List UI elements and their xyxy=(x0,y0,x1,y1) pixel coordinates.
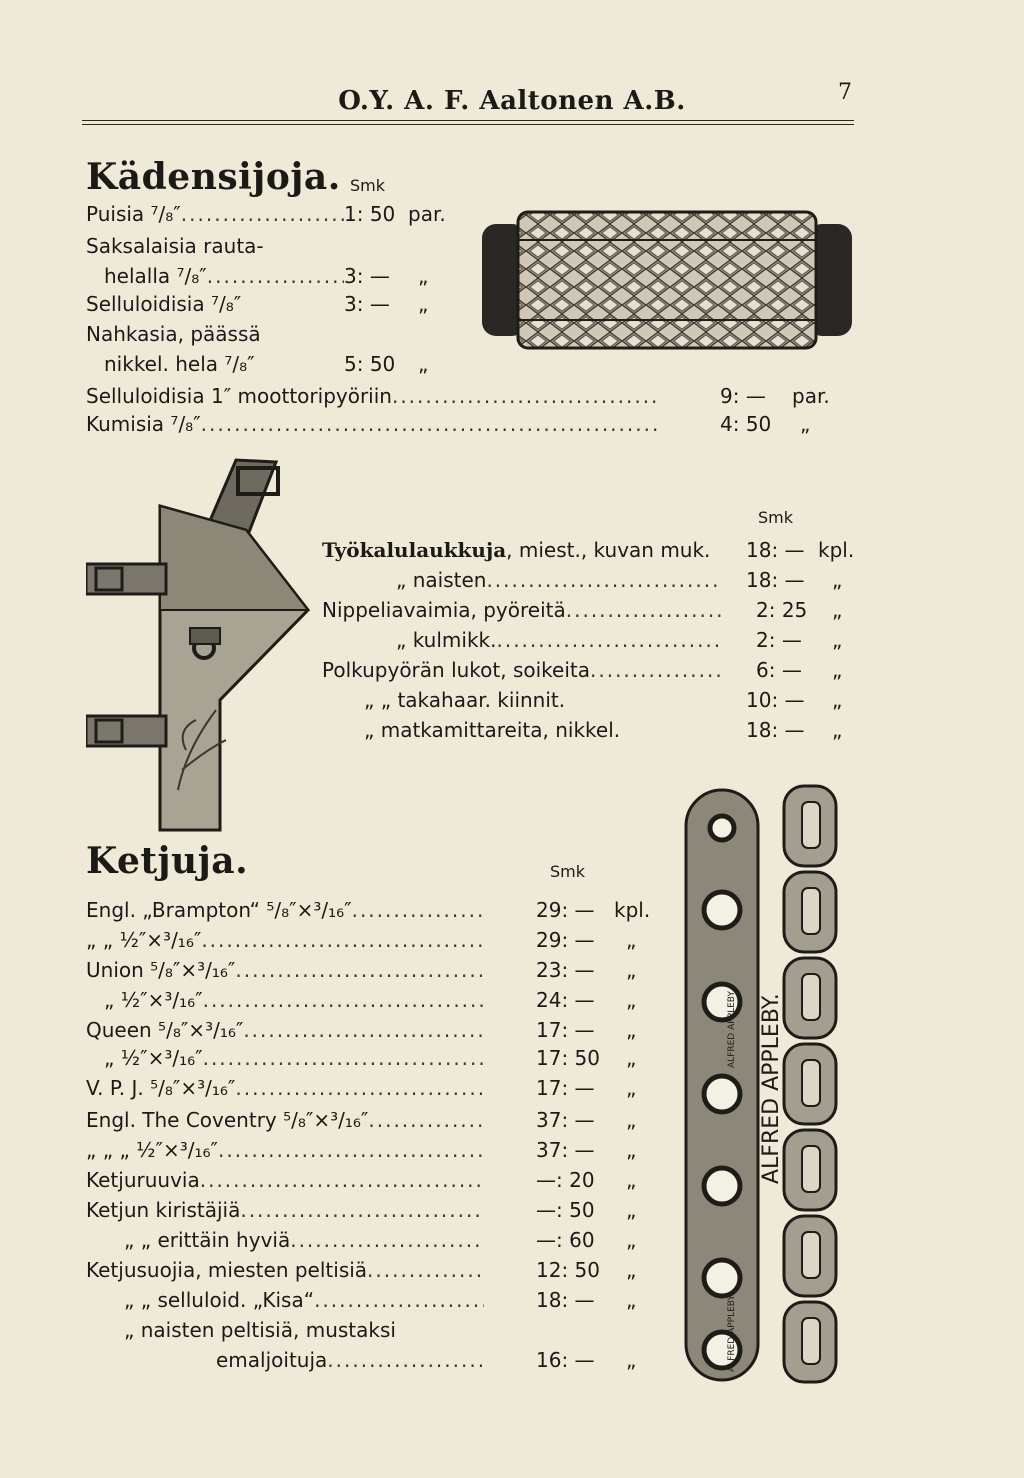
item-price: 17: 50 xyxy=(536,1046,600,1070)
item-label: Queen ⁵/₈″×³/₁₆″ xyxy=(86,1018,244,1042)
item-price: 5: 50 xyxy=(344,352,396,376)
item-label: „ naisten xyxy=(396,568,487,592)
item-label: helalla ⁷/₈″ xyxy=(104,264,207,288)
leader-dots xyxy=(235,1076,484,1100)
item-unit: „ xyxy=(626,1198,637,1222)
item-price: 2: 25 xyxy=(756,598,808,622)
list-item xyxy=(86,1198,484,1222)
item-label: „ „ takahaar. kiinnit. xyxy=(364,688,566,712)
chain-maker-text: ALFRED APPLEBY xyxy=(727,1295,737,1372)
leader-dots xyxy=(201,412,660,436)
list-item xyxy=(322,598,722,622)
leader-dots xyxy=(368,1108,484,1132)
item-label: „ ½″×³/₁₆″ xyxy=(104,1046,203,1070)
item-label: Nippeliavaimia, pyöreitä xyxy=(322,598,566,622)
item-unit: „ xyxy=(418,292,429,316)
item-unit: kpl. xyxy=(818,538,855,562)
leader-dots xyxy=(181,202,344,226)
item-unit: „ xyxy=(832,688,843,712)
list-item xyxy=(86,384,660,408)
item-unit: „ xyxy=(626,1076,637,1100)
list-item xyxy=(86,1018,484,1042)
item-unit: „ xyxy=(418,264,429,288)
item-label: Nahkasia, päässä xyxy=(86,322,261,346)
list-item xyxy=(86,412,660,436)
page-header-title: O.Y. A. F. Aaltonen A.B. xyxy=(338,86,686,116)
item-label: „ „ erittäin hyviä xyxy=(124,1228,291,1252)
item-unit: „ xyxy=(832,658,843,682)
leader-dots xyxy=(496,628,722,652)
item-price: 3: — xyxy=(344,292,390,316)
list-item xyxy=(86,1168,484,1192)
item-unit: „ xyxy=(626,1168,637,1192)
item-price: 1: 50 xyxy=(344,202,396,226)
item-label: „ „ selluloid. „Kisa“ xyxy=(124,1288,315,1312)
chain-maker-text: ALFRED APPLEBY. xyxy=(759,993,784,1184)
header-rule xyxy=(82,124,854,125)
leader-dots xyxy=(566,598,722,622)
list-item xyxy=(86,928,484,952)
item-label: V. P. J. ⁵/₈″×³/₁₆″ xyxy=(86,1076,236,1100)
list-item xyxy=(216,1348,484,1372)
item-price: 37: — xyxy=(536,1138,595,1162)
item-unit: „ xyxy=(832,628,843,652)
item-price: 29: — xyxy=(536,928,595,952)
item-price: 18: — xyxy=(746,538,805,562)
item-price: 12: 50 xyxy=(536,1258,600,1282)
chains-currency: Smk xyxy=(550,862,586,881)
leader-dots xyxy=(367,1258,484,1282)
item-price: 6: — xyxy=(756,658,802,682)
item-price: 29: — xyxy=(536,898,595,922)
tools-currency: Smk xyxy=(758,508,794,527)
list-item xyxy=(124,1228,484,1252)
leader-dots xyxy=(218,1138,484,1162)
leader-dots xyxy=(203,988,484,1012)
item-price: 2: — xyxy=(756,628,802,652)
item-label: Työkalulaukkuja xyxy=(322,538,507,562)
item-label: Ketjun kiristäjiä xyxy=(86,1198,241,1222)
item-unit: „ xyxy=(832,568,843,592)
item-unit: „ xyxy=(626,1228,637,1252)
list-item xyxy=(86,958,484,982)
handlebar-grip-illustration xyxy=(478,206,856,354)
leader-dots xyxy=(327,1348,484,1372)
leader-dots xyxy=(207,264,344,288)
item-unit: „ xyxy=(626,1288,637,1312)
item-price: 17: — xyxy=(536,1076,595,1100)
item-label: „ matkamittareita, nikkel. xyxy=(364,718,621,742)
header-rule xyxy=(82,120,854,121)
item-unit: „ xyxy=(626,988,637,1012)
item-price: 16: — xyxy=(536,1348,595,1372)
bicycle-chain-illustration xyxy=(680,780,860,1388)
item-price: 4: 50 xyxy=(720,412,772,436)
item-unit: „ xyxy=(626,958,637,982)
list-item xyxy=(322,658,722,682)
item-unit: „ xyxy=(832,598,843,622)
item-label: Union ⁵/₈″×³/₁₆″ xyxy=(86,958,236,982)
item-label: „ „ „ ½″×³/₁₆″ xyxy=(86,1138,219,1162)
item-label: Kumisia ⁷/₈″ xyxy=(86,412,201,436)
list-item xyxy=(396,628,722,652)
item-unit: par. xyxy=(408,202,446,226)
item-unit: „ xyxy=(626,1018,637,1042)
item-unit: kpl. xyxy=(614,898,651,922)
list-item xyxy=(86,1076,484,1100)
item-label: Ketjusuojia, miesten peltisiä xyxy=(86,1258,368,1282)
item-unit: „ xyxy=(832,718,843,742)
item-price: —: 50 xyxy=(536,1198,595,1222)
item-label: nikkel. hela ⁷/₈″ xyxy=(104,352,255,376)
item-price: 17: — xyxy=(536,1018,595,1042)
item-label-suffix: , miest., kuvan muk. xyxy=(506,538,711,562)
item-price: 18: — xyxy=(536,1288,595,1312)
leader-dots xyxy=(290,1228,484,1252)
item-unit: „ xyxy=(626,1138,637,1162)
list-item xyxy=(124,1288,484,1312)
list-item xyxy=(104,264,344,288)
item-label: Engl. „Brampton“ ⁵/₈″×³/₁₆″ xyxy=(86,898,352,922)
leader-dots xyxy=(240,1198,484,1222)
leader-dots xyxy=(235,958,484,982)
item-price: 23: — xyxy=(536,958,595,982)
item-label: Engl. The Coventry ⁵/₈″×³/₁₆″ xyxy=(86,1108,369,1132)
item-price: 10: — xyxy=(746,688,805,712)
list-item xyxy=(396,568,722,592)
item-price: 9: — xyxy=(720,384,766,408)
item-label: „ naisten peltisiä, mustaksi xyxy=(124,1318,396,1342)
list-item xyxy=(322,538,710,562)
item-label: Polkupyörän lukot, soikeita xyxy=(322,658,590,682)
list-item xyxy=(124,1318,484,1342)
item-label: Selluloidisia 1″ moottoripyöriin xyxy=(86,384,392,408)
item-unit: „ xyxy=(418,352,429,376)
item-label: emaljoituja xyxy=(216,1348,328,1372)
list-item xyxy=(86,1108,484,1132)
item-unit: par. xyxy=(792,384,830,408)
item-unit: „ xyxy=(626,1108,637,1132)
item-label: „ ½″×³/₁₆″ xyxy=(104,988,203,1012)
leader-dots xyxy=(392,384,660,408)
item-label: Selluloidisia ⁷/₈″ xyxy=(86,292,242,316)
list-item xyxy=(86,1138,484,1162)
grips-heading: Kädensijoja. xyxy=(86,156,341,198)
item-unit: „ xyxy=(626,1258,637,1282)
list-item xyxy=(104,988,484,1012)
leader-dots xyxy=(243,1018,484,1042)
item-price: —: 20 xyxy=(536,1168,595,1192)
tool-bag-illustration xyxy=(86,450,322,838)
item-price: 37: — xyxy=(536,1108,595,1132)
list-item xyxy=(104,1046,484,1070)
item-price: 24: — xyxy=(536,988,595,1012)
page-number: 7 xyxy=(838,80,852,105)
item-unit: „ xyxy=(800,412,811,436)
item-price: —: 60 xyxy=(536,1228,595,1252)
leader-dots xyxy=(352,898,484,922)
item-unit: „ xyxy=(626,1348,637,1372)
item-label: „ kulmikk. xyxy=(396,628,497,652)
leader-dots xyxy=(486,568,722,592)
leader-dots xyxy=(590,658,722,682)
list-item xyxy=(86,898,484,922)
list-item xyxy=(86,202,344,226)
item-unit: „ xyxy=(626,1046,637,1070)
item-label: Ketjuruuvia xyxy=(86,1168,200,1192)
chains-heading: Ketjuja. xyxy=(86,840,249,882)
item-price: 18: — xyxy=(746,718,805,742)
item-unit: „ xyxy=(626,928,637,952)
chain-maker-text: ALFRED APPLEBY xyxy=(727,991,737,1068)
item-label: Puisia ⁷/₈″ xyxy=(86,202,181,226)
leader-dots xyxy=(200,1168,484,1192)
item-label: „ „ ½″×³/₁₆″ xyxy=(86,928,202,952)
item-label: Saksalaisia rauta- xyxy=(86,234,264,258)
leader-dots xyxy=(203,1046,484,1070)
grips-currency: Smk xyxy=(350,176,386,195)
item-price: 3: — xyxy=(344,264,390,288)
item-price: 18: — xyxy=(746,568,805,592)
leader-dots xyxy=(314,1288,484,1312)
list-item xyxy=(86,1258,484,1282)
leader-dots xyxy=(201,928,484,952)
